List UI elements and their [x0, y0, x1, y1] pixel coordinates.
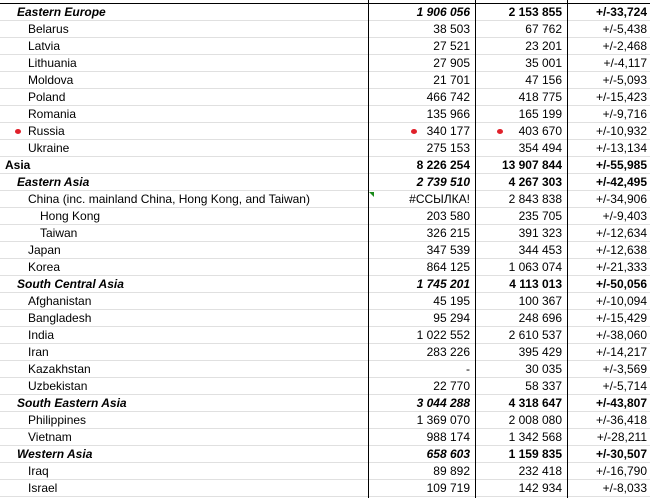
- table-row[interactable]: [0, 242, 650, 259]
- cell-b[interactable]: 142 934: [518, 481, 562, 495]
- cell-b[interactable]: 2 610 537: [508, 328, 562, 342]
- cell-c[interactable]: +/-12,634: [595, 226, 647, 240]
- cell-b[interactable]: 391 323: [518, 226, 562, 240]
- cell-a[interactable]: 1 022 552: [416, 328, 470, 342]
- table-row[interactable]: [0, 327, 650, 344]
- cell-name[interactable]: Japan: [28, 243, 61, 257]
- cell-b[interactable]: 23 201: [525, 39, 562, 53]
- cell-a[interactable]: 466 742: [426, 90, 470, 104]
- table-row[interactable]: [0, 157, 650, 174]
- cell-c[interactable]: +/-34,906: [595, 192, 647, 206]
- cell-b[interactable]: 2 153 855: [508, 5, 562, 19]
- table-row[interactable]: [0, 38, 650, 55]
- cell-b[interactable]: 30 035: [525, 362, 562, 376]
- cell-name[interactable]: Romania: [28, 107, 77, 121]
- cell-name[interactable]: Poland: [28, 90, 66, 104]
- cell-c[interactable]: +/-5,093: [602, 73, 647, 87]
- cell-name[interactable]: Lithuania: [28, 56, 77, 70]
- cell-b[interactable]: 2 008 080: [508, 413, 562, 427]
- cell-c[interactable]: +/-30,507: [595, 447, 647, 461]
- cell-c[interactable]: +/-36,418: [595, 413, 647, 427]
- cell-a[interactable]: 27 905: [433, 56, 470, 70]
- cell-name[interactable]: Eastern Asia: [17, 175, 90, 189]
- cell-name[interactable]: China (inc. mainland China, Hong Kong, and Taiwan): [28, 192, 310, 206]
- cell-b[interactable]: 4 267 303: [508, 175, 562, 189]
- cell-b[interactable]: 232 418: [518, 464, 562, 478]
- cell-a[interactable]: 135 966: [426, 107, 470, 121]
- cell-c[interactable]: +/-15,429: [595, 311, 647, 325]
- cell-a[interactable]: 45 195: [433, 294, 470, 308]
- cell-name[interactable]: Latvia: [28, 39, 61, 53]
- cell-name[interactable]: Iraq: [28, 464, 49, 478]
- cell-b[interactable]: 1 159 835: [508, 447, 562, 461]
- column-divider-2: [475, 0, 476, 498]
- cell-c[interactable]: +/-50,056: [595, 277, 647, 291]
- cell-b[interactable]: 100 367: [518, 294, 562, 308]
- cell-name[interactable]: Western Asia: [17, 447, 93, 461]
- cell-a[interactable]: 38 503: [433, 22, 470, 36]
- cell-b[interactable]: 395 429: [518, 345, 562, 359]
- table-row[interactable]: [0, 463, 650, 480]
- cell-a[interactable]: 27 521: [433, 39, 470, 53]
- table-row[interactable]: [0, 480, 650, 497]
- cell-b[interactable]: 13 907 844: [501, 158, 562, 172]
- cell-a[interactable]: 2 739 510: [416, 175, 470, 189]
- top-border: [0, 3, 650, 4]
- cell-c[interactable]: +/-10,094: [595, 294, 647, 308]
- error-flag-icon: [369, 192, 374, 197]
- table-row[interactable]: [0, 208, 650, 225]
- cell-c[interactable]: +/-9,403: [602, 209, 647, 223]
- table-row[interactable]: [0, 361, 650, 378]
- cell-a[interactable]: 283 226: [426, 345, 470, 359]
- cell-c[interactable]: +/-14,217: [595, 345, 647, 359]
- table-row[interactable]: [0, 276, 650, 293]
- cell-name[interactable]: Bangladesh: [28, 311, 92, 325]
- cell-name[interactable]: Iran: [28, 345, 49, 359]
- cell-a[interactable]: 8 226 254: [416, 158, 470, 172]
- table-row[interactable]: [0, 174, 650, 191]
- cell-a[interactable]: #ССЫЛКА!: [409, 192, 470, 206]
- cell-c[interactable]: +/-2,468: [602, 39, 647, 53]
- cell-a[interactable]: 1 369 070: [416, 413, 470, 427]
- table-row[interactable]: [0, 89, 650, 106]
- cell-b[interactable]: 4 113 013: [509, 277, 562, 291]
- table-row[interactable]: [0, 21, 650, 38]
- cell-name[interactable]: Belarus: [28, 22, 69, 36]
- table-row[interactable]: [0, 259, 650, 276]
- cell-c[interactable]: +/-8,033: [602, 481, 647, 495]
- column-divider-3: [567, 0, 568, 498]
- table-row[interactable]: [0, 225, 650, 242]
- cell-name[interactable]: Kazakhstan: [28, 362, 91, 376]
- cell-b[interactable]: 354 494: [518, 141, 562, 155]
- marker-dot-a: [411, 129, 417, 134]
- table-row[interactable]: [0, 344, 650, 361]
- cell-b[interactable]: 2 843 838: [508, 192, 562, 206]
- cell-name[interactable]: South Central Asia: [17, 277, 124, 291]
- cell-c[interactable]: +/-12,638: [595, 243, 647, 257]
- cell-c[interactable]: +/-10,932: [595, 124, 647, 138]
- table-row[interactable]: [0, 395, 650, 412]
- cell-a[interactable]: 109 719: [426, 481, 470, 495]
- cell-c[interactable]: +/-42,495: [595, 175, 647, 189]
- cell-name[interactable]: Eastern Europe: [17, 5, 106, 19]
- cell-name[interactable]: Afghanistan: [28, 294, 92, 308]
- cell-a[interactable]: 89 892: [433, 464, 470, 478]
- cell-a[interactable]: 340 177: [426, 124, 470, 138]
- marker-dot-name: [15, 129, 21, 134]
- cell-name[interactable]: Asia: [5, 158, 31, 172]
- cell-a[interactable]: 21 701: [433, 73, 470, 87]
- cell-b[interactable]: 165 199: [518, 107, 562, 121]
- cell-name[interactable]: Ukraine: [28, 141, 70, 155]
- cell-c[interactable]: +/-13,134: [595, 141, 647, 155]
- cell-c[interactable]: +/-3,569: [602, 362, 647, 376]
- cell-a[interactable]: 988 174: [426, 430, 470, 444]
- cell-a[interactable]: 1 906 056: [416, 5, 470, 19]
- cell-a[interactable]: 326 215: [426, 226, 470, 240]
- cell-c[interactable]: +/-9,716: [602, 107, 647, 121]
- cell-b[interactable]: 58 337: [525, 379, 562, 393]
- gridline: [0, 496, 650, 497]
- cell-c[interactable]: +/-16,790: [595, 464, 647, 478]
- cell-a[interactable]: 1 745 201: [416, 277, 470, 291]
- cell-b[interactable]: 67 762: [525, 22, 562, 36]
- cell-name[interactable]: South Eastern Asia: [17, 396, 127, 410]
- cell-name[interactable]: Russia: [28, 124, 65, 138]
- cell-name[interactable]: Israel: [28, 481, 58, 495]
- table-row[interactable]: [0, 378, 650, 395]
- cell-c[interactable]: +/-43,807: [595, 396, 647, 410]
- table-row[interactable]: [0, 4, 650, 21]
- cell-a[interactable]: 864 125: [426, 260, 470, 274]
- table-row[interactable]: [0, 191, 650, 208]
- cell-c[interactable]: +/-21,333: [595, 260, 647, 274]
- cell-a[interactable]: 658 603: [426, 447, 470, 461]
- table-row[interactable]: [0, 310, 650, 327]
- cell-c[interactable]: +/-15,423: [595, 90, 647, 104]
- cell-c[interactable]: +/-5,438: [602, 22, 647, 36]
- cell-b[interactable]: 1 342 568: [508, 430, 562, 444]
- cell-a[interactable]: 22 770: [433, 379, 470, 393]
- cell-c[interactable]: +/-5,714: [602, 379, 647, 393]
- cell-c[interactable]: +/-55,985: [595, 158, 647, 172]
- cell-c[interactable]: +/-33,724: [595, 5, 647, 19]
- cell-b[interactable]: 47 156: [525, 73, 562, 87]
- cell-b[interactable]: 344 453: [518, 243, 562, 257]
- cell-a[interactable]: 203 580: [426, 209, 470, 223]
- cell-a[interactable]: 95 294: [433, 311, 470, 325]
- table-row[interactable]: [0, 429, 650, 446]
- cell-name[interactable]: India: [28, 328, 55, 342]
- cell-c[interactable]: +/-4,117: [603, 56, 647, 70]
- cell-a[interactable]: 275 153: [426, 141, 470, 155]
- cell-name[interactable]: Uzbekistan: [28, 379, 88, 393]
- cell-b[interactable]: 418 775: [518, 90, 562, 104]
- table-row[interactable]: [0, 106, 650, 123]
- cell-name[interactable]: Vietnam: [28, 430, 72, 444]
- cell-b[interactable]: 4 318 647: [508, 396, 562, 410]
- table-row[interactable]: [0, 140, 650, 157]
- cell-name[interactable]: Philippines: [28, 413, 87, 427]
- cell-b[interactable]: 235 705: [518, 209, 562, 223]
- table-row[interactable]: [0, 123, 650, 140]
- cell-c[interactable]: +/-38,060: [595, 328, 647, 342]
- cell-a[interactable]: 347 539: [426, 243, 470, 257]
- cell-name[interactable]: Hong Kong: [40, 209, 101, 223]
- table-row[interactable]: [0, 293, 650, 310]
- table-row[interactable]: [0, 55, 650, 72]
- cell-a[interactable]: 3 044 288: [416, 396, 470, 410]
- cell-b[interactable]: 248 696: [518, 311, 562, 325]
- table-row[interactable]: [0, 72, 650, 89]
- table-row[interactable]: [0, 412, 650, 429]
- cell-b[interactable]: 1 063 074: [508, 260, 562, 274]
- marker-dot-b: [497, 129, 503, 134]
- cell-name[interactable]: Moldova: [28, 73, 74, 87]
- cell-a[interactable]: -: [466, 362, 470, 376]
- cell-b[interactable]: 403 670: [518, 124, 562, 138]
- cell-name[interactable]: Taiwan: [40, 226, 78, 240]
- cell-b[interactable]: 35 001: [525, 56, 562, 70]
- cell-c[interactable]: +/-28,211: [596, 430, 647, 444]
- table-row[interactable]: [0, 446, 650, 463]
- column-divider-1: [368, 0, 369, 498]
- cell-name[interactable]: Korea: [28, 260, 61, 274]
